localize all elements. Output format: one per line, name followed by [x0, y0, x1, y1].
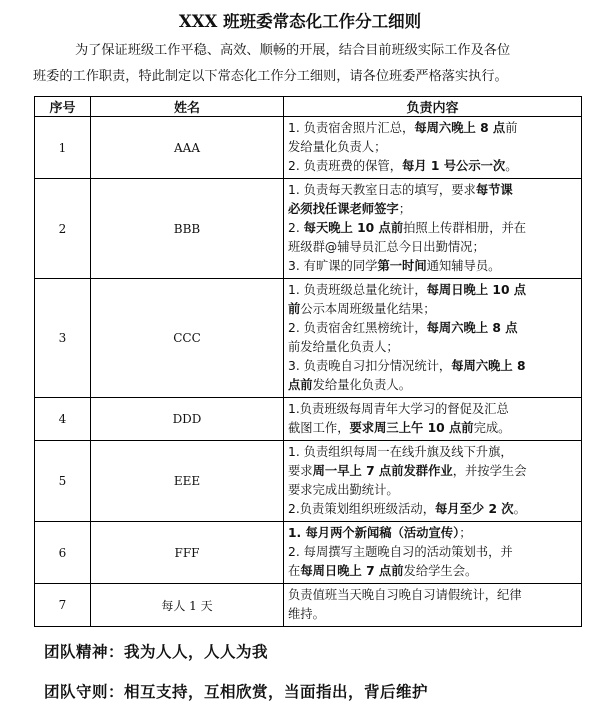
- row-number: 5: [35, 441, 91, 522]
- duty-text: 1. 负责每天教室日志的填写，要求: [288, 183, 476, 197]
- duty-text: 公示本周班级量化结果；: [300, 302, 436, 316]
- duty-emphasis: 每周六晚上 8: [451, 359, 526, 373]
- duty-text: ；: [459, 526, 472, 540]
- duty-text: 1. 负责组织每周一在线升旗及线下升旗，: [288, 445, 513, 459]
- duty-emphasis: 必须找任课老师签字: [288, 202, 399, 216]
- duty-emphasis: 每天晚上 10 点前: [303, 221, 404, 235]
- table-row: [35, 441, 582, 522]
- header-number: 序号: [35, 97, 91, 117]
- duty-emphasis: 每周日晚上 10 点: [426, 283, 527, 297]
- row-duty: [284, 441, 582, 522]
- duty-text: 截图工作，: [288, 421, 350, 435]
- duty-text: 维持。: [288, 607, 325, 621]
- duty-emphasis: 每周六晚上 8 点: [426, 321, 518, 335]
- duty-emphasis: 要求周三上午 10 点前: [349, 421, 474, 435]
- intro-line-2: 班委的工作职责，特此制定以下常态化工作分工细则，请各位班委严格落实执行。: [33, 69, 508, 84]
- row-number: 1: [35, 117, 91, 179]
- duty-line: [288, 281, 577, 300]
- row-name: BBB: [91, 179, 284, 279]
- duty-line: [288, 238, 577, 257]
- intro-line-1: 为了保证班级工作平稳、高效、顺畅的开展，结合目前班级实际工作及各位: [75, 43, 511, 58]
- duty-text: 3. 有旷课的同学: [288, 259, 378, 273]
- team-rules-value: 相互支持，互相欣赏，当面指出，背后维护: [124, 683, 429, 701]
- table-row: [35, 279, 582, 398]
- duty-text: 要求: [288, 464, 313, 478]
- team-spirit-label: 团队精神：: [44, 643, 125, 661]
- row-number: 6: [35, 522, 91, 584]
- duty-line: [288, 443, 577, 462]
- duty-text: 。: [513, 502, 526, 516]
- duty-text: 1.负责班级每周青年大学习的督促及汇总: [288, 402, 509, 416]
- duty-text: 发给学生会。: [403, 564, 478, 578]
- duty-line: [288, 376, 577, 395]
- duty-text: 1. 负责宿舍照片汇总，: [288, 121, 415, 135]
- duty-text: 前: [505, 121, 518, 135]
- duty-line: [288, 338, 577, 357]
- duty-text: 在: [288, 564, 301, 578]
- duty-text: 2. 每周撰写主题晚自习的活动策划书，并: [288, 545, 513, 559]
- row-duty: [284, 117, 582, 179]
- duty-text: 3. 负责晚自习扣分情况统计，: [288, 359, 452, 373]
- duty-emphasis: 每周六晚上 8 点: [414, 121, 506, 135]
- duty-text: 发给量化负责人。: [312, 378, 411, 392]
- duty-line: [288, 138, 577, 157]
- table-row: [35, 398, 582, 441]
- row-duty: [284, 522, 582, 584]
- duty-emphasis: 周一早上 7 点前发群作业: [312, 464, 453, 478]
- row-duty: [284, 179, 582, 279]
- table-row: [35, 179, 582, 279]
- duty-emphasis: 前: [288, 302, 301, 316]
- table-header-row: [35, 97, 582, 117]
- table-row: [35, 522, 582, 584]
- duty-text: 班级群@辅导员汇总今日出勤情况；: [288, 240, 485, 254]
- duty-line: [288, 419, 577, 438]
- duty-text: ，并按学生会: [452, 464, 527, 478]
- intro-paragraph: [35, 38, 583, 90]
- duty-line: [288, 400, 577, 419]
- document-title: XXX 班班委常态化工作分工细则: [178, 12, 422, 31]
- row-number: 2: [35, 179, 91, 279]
- row-duty: [284, 584, 582, 627]
- duty-line: [288, 462, 577, 481]
- row-number: 4: [35, 398, 91, 441]
- duty-emphasis: 第一时间: [377, 259, 427, 273]
- duty-line: [288, 543, 577, 562]
- duty-text: 。: [505, 159, 518, 173]
- duty-emphasis: 每月至少 2 次: [435, 502, 514, 516]
- duty-emphasis: 每节课: [475, 183, 513, 197]
- duty-line: [288, 481, 577, 500]
- row-duty: [284, 279, 582, 398]
- duty-text: 完成。: [473, 421, 511, 435]
- duty-line: [288, 586, 577, 605]
- row-name: EEE: [91, 441, 284, 522]
- duty-emphasis: 1. 每月两个新闻稿（活动宣传）: [288, 526, 460, 540]
- duty-text: 要求完成出勤统计。: [288, 483, 399, 497]
- table-row: [35, 584, 582, 627]
- duty-line: [288, 157, 577, 176]
- row-name: AAA: [91, 117, 284, 179]
- team-rules: [44, 680, 428, 702]
- team-spirit-value: 我为人人，人人为我: [124, 643, 269, 661]
- header-duty: 负责内容: [284, 97, 582, 117]
- header-name: 姓名: [91, 97, 284, 117]
- duty-line: [288, 181, 577, 200]
- duty-line: [288, 219, 577, 238]
- duty-text: 拍照上传群相册，并在: [403, 221, 527, 235]
- duty-text: 2.: [288, 221, 304, 235]
- row-name: FFF: [91, 522, 284, 584]
- duty-text: 2.负责策划组织班级活动，: [288, 502, 435, 516]
- duty-text: 前发给量化负责人；: [288, 340, 399, 354]
- duty-emphasis: 每周日晚上 7 点前: [300, 564, 404, 578]
- duty-line: [288, 524, 577, 543]
- row-number: 7: [35, 584, 91, 627]
- duty-line: [288, 257, 577, 276]
- duty-line: [288, 319, 577, 338]
- duty-text: 负责值班当天晚自习晚自习请假统计，纪律: [288, 588, 522, 602]
- duty-line: [288, 500, 577, 519]
- duty-line: [288, 300, 577, 319]
- row-duty: [284, 398, 582, 441]
- duty-text: 发给量化负责人；: [288, 140, 387, 154]
- row-name: CCC: [91, 279, 284, 398]
- duty-text: ；: [398, 202, 411, 216]
- duty-line: [288, 200, 577, 219]
- duty-line: [288, 357, 577, 376]
- duty-text: 2. 负责班费的保管，: [288, 159, 403, 173]
- row-name: DDD: [91, 398, 284, 441]
- duty-emphasis: 每月 1 号公示一次: [402, 159, 506, 173]
- duty-text: 2. 负责宿舍红黑榜统计，: [288, 321, 427, 335]
- row-number: 3: [35, 279, 91, 398]
- duty-text: 1. 负责班级总量化统计，: [288, 283, 427, 297]
- duty-line: [288, 605, 577, 624]
- team-rules-label: 团队守则：: [44, 683, 125, 701]
- duty-text: 通知辅导员。: [426, 259, 501, 273]
- table-row: [35, 117, 582, 179]
- duty-emphasis: 点前: [288, 378, 313, 392]
- duty-line: [288, 562, 577, 581]
- team-spirit: [44, 640, 268, 662]
- row-name: 每人 1 天: [91, 584, 284, 627]
- duty-line: [288, 119, 577, 138]
- duty-table: [34, 96, 582, 627]
